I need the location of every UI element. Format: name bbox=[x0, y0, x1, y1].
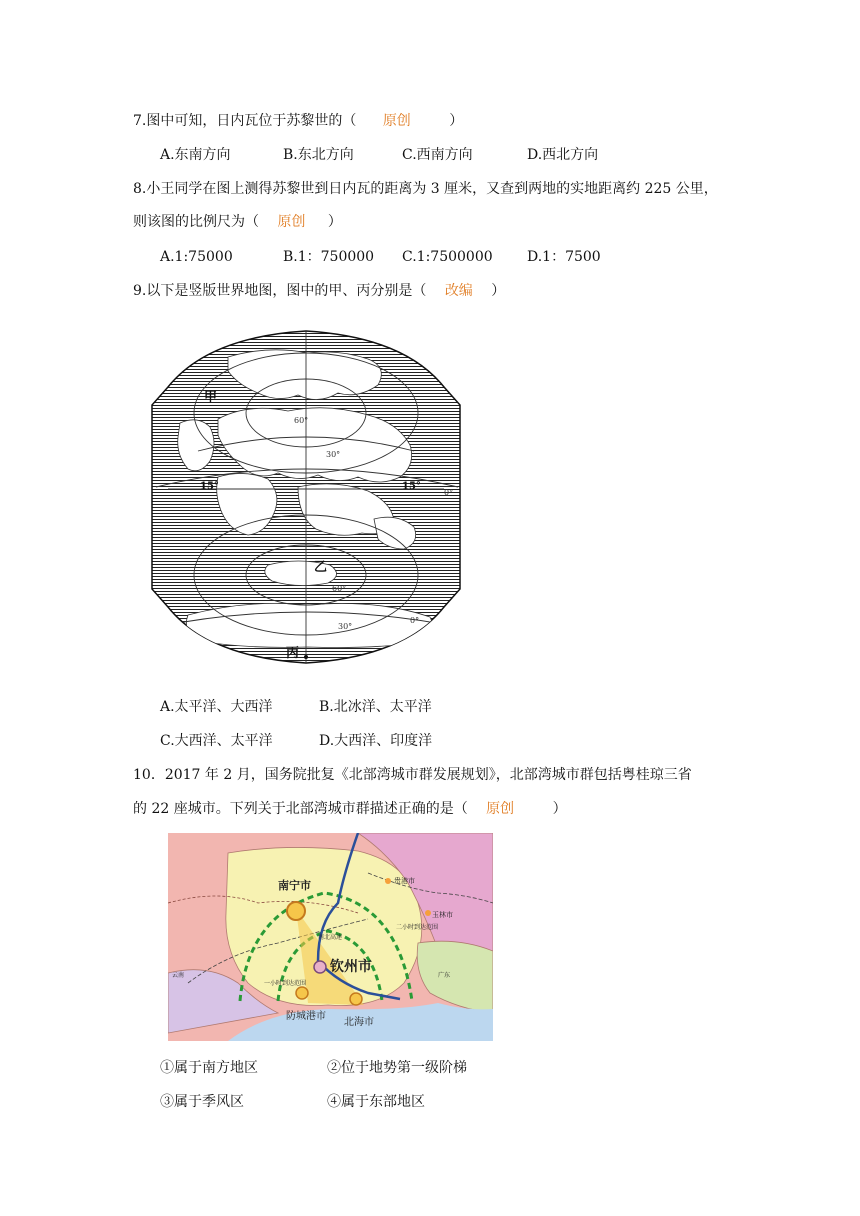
city-beihai-dot bbox=[350, 993, 362, 1005]
label-60s: 60° bbox=[332, 584, 347, 593]
city-qinzhou-dot bbox=[314, 961, 326, 973]
q8-option-a: A.1:75000 bbox=[160, 249, 233, 265]
q7-option-b: B.东北方向 bbox=[283, 147, 354, 163]
q8-line2 bbox=[133, 212, 342, 232]
label-yulin: 玉林市 bbox=[432, 911, 453, 919]
beibu-gulf-map bbox=[168, 833, 493, 1041]
q10-choice-4: ④属于东部地区 bbox=[327, 1094, 425, 1110]
q9-option-a: A.太平洋、大西洋 bbox=[160, 699, 273, 715]
q8-option-b: B.1：750000 bbox=[283, 249, 375, 265]
label-left-small: 云南 bbox=[172, 972, 185, 979]
label-bing: 丙 bbox=[286, 646, 300, 661]
q8-line1: 8.小王同学在图上测得苏黎世到日内瓦的距离为 3 厘米，又查到两地的实地距离约 225 公里， bbox=[133, 181, 718, 197]
q8-option-c: C.1:7500000 bbox=[402, 249, 493, 265]
q9-option-c: C.大西洋、太平洋 bbox=[160, 733, 273, 749]
q10-line2 bbox=[133, 799, 567, 819]
q10-choice-1: ①属于南方地区 bbox=[160, 1060, 258, 1076]
city-yulin-dot bbox=[425, 910, 431, 916]
q10-close: ） bbox=[552, 801, 567, 817]
land-antarctica bbox=[186, 603, 432, 647]
label-0: 0° bbox=[444, 488, 454, 497]
q7-stem-line bbox=[133, 111, 463, 131]
label-guigang: 贵港市 bbox=[394, 877, 415, 885]
bing-dot bbox=[304, 655, 308, 659]
label-jia: 甲 bbox=[204, 390, 218, 405]
label-30s: 30° bbox=[338, 622, 353, 631]
q7-option-d: D.西北方向 bbox=[527, 147, 599, 163]
label-yi: 乙 bbox=[314, 560, 328, 575]
label-right15: 15° bbox=[402, 481, 421, 492]
q9-tag: 改编 bbox=[444, 283, 473, 299]
q9-option-d: D.大西洋、印度洋 bbox=[319, 733, 433, 749]
q9-stem: 9.以下是竖版世界地图，图中的甲、丙分别是（ bbox=[133, 283, 427, 299]
q9-option-b: B.北冰洋、太平洋 bbox=[319, 699, 432, 715]
label-fangchenggang: 防城港市 bbox=[286, 1011, 326, 1022]
q9-close: ） bbox=[491, 283, 506, 299]
city-guigang-dot bbox=[385, 878, 391, 884]
q9-stem-line bbox=[133, 281, 505, 301]
q7-option-a: A.东南方向 bbox=[160, 147, 231, 163]
q8-option-d: D.1：7500 bbox=[527, 249, 601, 265]
label-0s: 0° bbox=[410, 616, 420, 625]
vertical-world-map bbox=[148, 327, 464, 667]
q10-tag: 原创 bbox=[486, 801, 515, 817]
label-two-hour: 二小时到达范围 bbox=[396, 924, 439, 931]
label-30n: 30° bbox=[326, 450, 341, 459]
q8-close: ） bbox=[327, 214, 342, 230]
q7-close: ） bbox=[449, 113, 464, 129]
q10-choice-2: ②位于地势第一级阶梯 bbox=[327, 1060, 467, 1076]
q10-choice-3: ③属于季风区 bbox=[160, 1094, 244, 1110]
q8-stem: 则该图的比例尺为（ bbox=[133, 214, 259, 230]
label-right-small: 广东 bbox=[438, 972, 451, 979]
label-railway: 南北高速 bbox=[318, 934, 343, 941]
q7-option-c: C.西南方向 bbox=[402, 147, 473, 163]
q7-stem: 7.图中可知，日内瓦位于苏黎世的（ bbox=[133, 113, 357, 129]
q10-line1: 10．2017 年 2 月，国务院批复《北部湾城市群发展规划》，北部湾城市群包括粤桂琼三省 bbox=[133, 767, 692, 783]
city-fangchenggang-dot bbox=[296, 987, 308, 999]
q8-tag: 原创 bbox=[277, 214, 306, 230]
q7-tag: 原创 bbox=[382, 113, 411, 129]
label-qinzhou: 钦州市 bbox=[330, 959, 372, 975]
label-60n: 60° bbox=[294, 416, 309, 425]
label-left15: 15° bbox=[200, 481, 219, 492]
label-beihai: 北海市 bbox=[344, 1017, 374, 1028]
q10-stem: 的 22 座城市。下列关于北部湾城市群描述正确的是（ bbox=[133, 801, 468, 817]
city-nanning-dot bbox=[287, 902, 305, 920]
label-nanning: 南宁市 bbox=[278, 879, 311, 892]
label-one-hour: 一小时到达范围 bbox=[264, 980, 307, 987]
